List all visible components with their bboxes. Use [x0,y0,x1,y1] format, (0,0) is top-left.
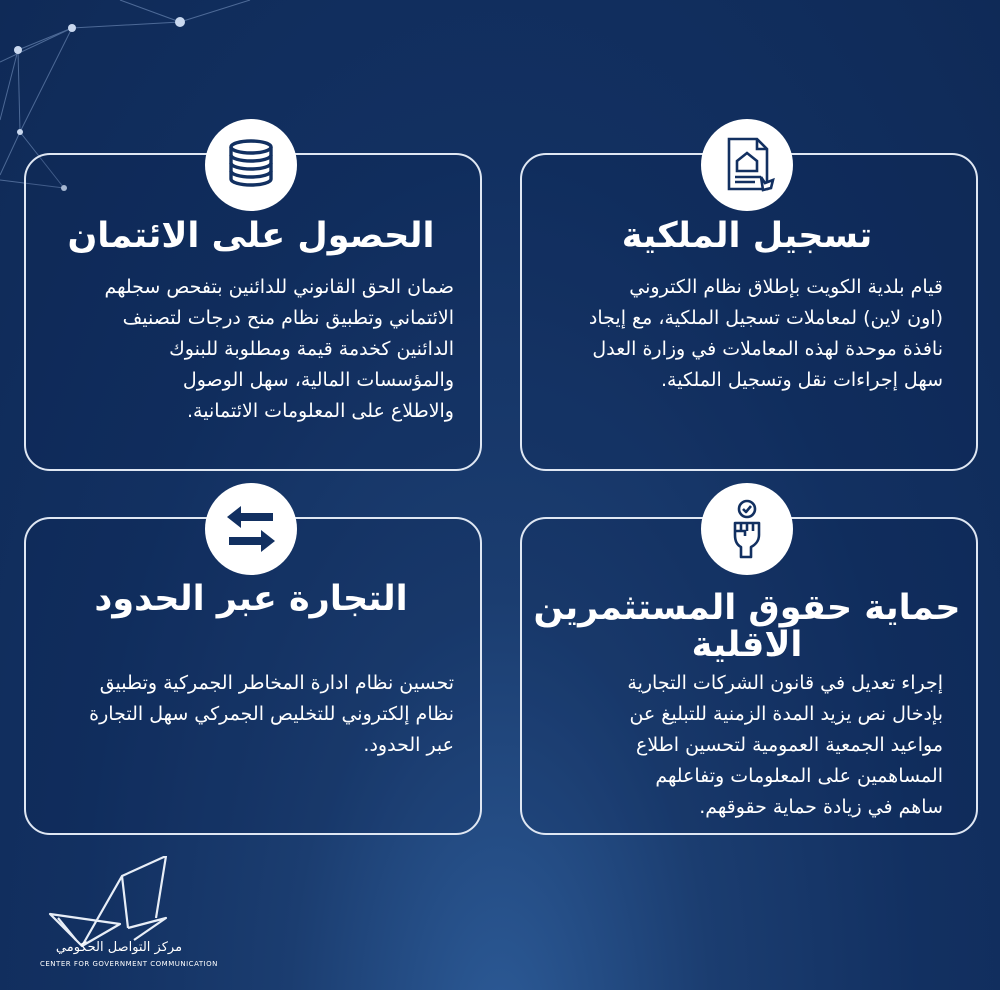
credit-line-3: الدائنين كخدمة قيمة ومطلوبة للبنوك [169,338,454,360]
logo-arabic-text: مركز التواصل الحكومي [55,940,183,955]
trade-line-1: تحسين نظام ادارة المخاطر الجمركية وتطبيق [99,672,454,694]
credit-line-1: ضمان الحق القانوني للدائنين بتفحص سجلهم [104,276,454,298]
raised-fist-check-icon [715,497,779,561]
credit-line-2: الائتماني وتطبيق نظام منح درجات لتصنيف [122,307,454,329]
investors-body [627,668,943,823]
investors-line-4: المساهمين على المعلومات وتفاعلهم [655,765,943,787]
investors-title-line-1: حماية حقوق المستثمرين [533,588,961,628]
logo-english-text: CENTER FOR GOVERNMENT COMMUNICATION [40,960,218,968]
exchange-arrows-icon [219,497,283,561]
trade-icon-badge [205,483,297,575]
coins-stack-icon [219,133,283,197]
trade-title: التجارة عبر الحدود [94,579,408,619]
property-icon-badge [701,119,793,211]
property-body [589,272,943,396]
property-title: تسجيل الملكية [621,216,873,256]
investors-line-2: بإدخال نص يزيد المدة الزمنية للتبليغ عن [629,703,943,725]
credit-title: الحصول على الائتمان [67,216,435,256]
property-line-3: نافذة موحدة لهذه المعاملات في وزارة العدل [592,338,943,360]
property-line-1: قيام بلدية الكويت بإطلاق نظام الكتروني [629,276,943,298]
credit-icon-badge [205,119,297,211]
investors-line-3: مواعيد الجمعية العمومية لتحسين اطلاع [635,734,943,756]
trade-body [89,668,454,761]
credit-line-5: والاطلاع على المعلومات الائتمانية. [186,400,454,422]
investors-line-1: إجراء تعديل في قانون الشركات التجارية [627,672,943,694]
property-line-4: سهل إجراءات نقل وتسجيل الملكية. [661,369,943,391]
investors-title-line-2: الاقلية [691,625,803,665]
property-line-2: (اون لاين) لمعاملات تسجيل الملكية، مع إيجاد [588,307,943,329]
investors-icon-badge [701,483,793,575]
trade-line-3: عبر الحدود. [363,734,454,756]
trade-line-2: نظام إلكتروني للتخليص الجمركي سهل التجارة [89,703,454,725]
property-document-icon [715,133,779,197]
investors-line-5: ساهم في زيادة حماية حقوقهم. [699,796,943,818]
credit-body [104,272,454,427]
credit-line-4: والمؤسسات المالية، سهل الوصول [182,369,454,391]
